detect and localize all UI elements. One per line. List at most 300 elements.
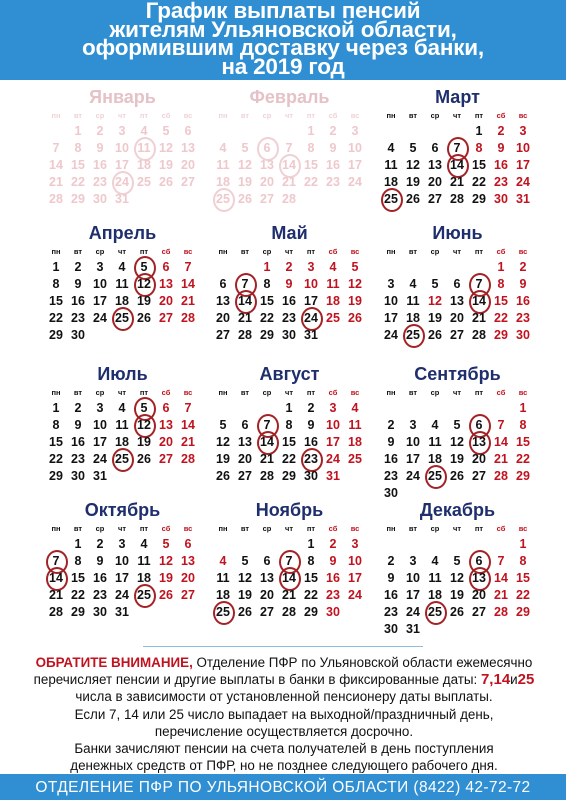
calendar-day: 22	[260, 311, 274, 325]
calendar-day: 2	[307, 401, 315, 415]
payment-day: 14	[468, 293, 490, 310]
calendar-day: 15	[472, 158, 486, 172]
calendar-day: 18	[406, 311, 420, 325]
month-11	[212, 499, 367, 621]
calendar-day: 10	[93, 277, 107, 291]
calendar-day: 1	[307, 537, 315, 551]
calendar-day: 30	[71, 328, 85, 342]
calendar-day: 16	[384, 588, 398, 602]
calendar-day: 18	[326, 294, 340, 308]
weekday-header: пт	[139, 388, 149, 397]
calendar-day: 4	[140, 537, 148, 551]
calendar-day: 20	[428, 175, 442, 189]
calendar-day: 28	[238, 328, 252, 342]
calendar-day: 6	[453, 277, 461, 291]
payment-day: 14	[278, 570, 300, 587]
weekday-header: пт	[306, 388, 316, 397]
month-name: Июнь	[432, 223, 483, 243]
weekday-header: пн	[218, 247, 228, 256]
month-grid	[45, 386, 200, 485]
attention-label: ОБРАТИТЕ ВНИМАНИЕ,	[35, 655, 193, 670]
month-2	[212, 86, 367, 208]
payment-day: 25	[111, 451, 133, 468]
calendar-day: 22	[516, 452, 530, 466]
calendar-day: 9	[96, 141, 104, 155]
weekday-header: ср	[430, 524, 440, 533]
calendar-day: 31	[115, 605, 129, 619]
calendar-day: 15	[516, 571, 530, 585]
weekday-header: пт	[306, 247, 316, 256]
calendar-day: 29	[282, 469, 296, 483]
month-grid	[212, 109, 367, 208]
weekday-header: сб	[328, 247, 338, 256]
empty-cell	[212, 123, 234, 140]
calendar-day: 8	[475, 141, 483, 155]
calendar-day: 15	[49, 435, 63, 449]
calendar-day: 9	[497, 141, 505, 155]
calendar-day: 22	[49, 452, 63, 466]
calendar-day: 16	[93, 158, 107, 172]
calendar-day: 16	[516, 294, 530, 308]
calendar-day: 14	[494, 435, 508, 449]
calendar-day: 13	[260, 158, 274, 172]
calendar-day: 12	[238, 571, 252, 585]
weekday-header: ср	[430, 388, 440, 397]
calendar-day: 21	[181, 294, 195, 308]
calendar-day: 14	[181, 418, 195, 432]
calendar-day: 21	[260, 452, 274, 466]
weekday-header: вс	[183, 388, 193, 397]
calendar-day: 22	[472, 175, 486, 189]
month-10	[45, 499, 200, 621]
calendar-day: 10	[348, 554, 362, 568]
calendar-day: 18	[384, 175, 398, 189]
calendar-day: 12	[159, 141, 173, 155]
calendar-day: 22	[49, 311, 63, 325]
calendar-day: 10	[406, 571, 420, 585]
weekday-header: ср	[262, 111, 272, 120]
calendar-day: 27	[238, 469, 252, 483]
weekday-header: вс	[518, 524, 528, 533]
calendar-day: 3	[96, 401, 104, 415]
weekday-header: пн	[51, 524, 61, 533]
notice-line-5: перечисление осуществляется досрочно.	[154, 723, 414, 739]
calendar-day: 13	[216, 294, 230, 308]
payment-date-14: 14	[493, 671, 511, 689]
calendar-day: 26	[216, 469, 230, 483]
calendar-day: 9	[329, 554, 337, 568]
payment-day: 7	[256, 417, 278, 434]
calendar-day: 3	[96, 260, 104, 274]
calendar-day: 20	[216, 311, 230, 325]
calendar-day: 24	[384, 328, 398, 342]
calendar-day: 11	[216, 571, 230, 585]
calendar-day: 12	[348, 277, 362, 291]
calendar-day: 10	[304, 277, 318, 291]
calendar-day: 2	[387, 418, 395, 432]
calendar-day: 5	[241, 141, 249, 155]
empty-cell	[402, 259, 424, 276]
calendar-day: 28	[181, 452, 195, 466]
footer-contact: ОТДЕЛЕНИЕ ПФР ПО УЛЬЯНОВСКОЙ ОБЛАСТИ (8422) 42-72-72	[0, 774, 566, 800]
weekday-header: пн	[218, 524, 228, 533]
calendar-day: 8	[74, 554, 82, 568]
calendar-day: 26	[238, 605, 252, 619]
calendar-day: 23	[93, 588, 107, 602]
month-6	[380, 222, 535, 344]
calendar-day: 18	[216, 175, 230, 189]
calendar-day: 27	[450, 328, 464, 342]
calendar-day: 21	[49, 175, 63, 189]
calendar-day: 27	[260, 605, 274, 619]
calendar-day: 17	[115, 571, 129, 585]
month-name: Октябрь	[84, 500, 161, 520]
weekday-header: пт	[474, 524, 484, 533]
weekday-header: сб	[496, 247, 506, 256]
payment-day: 12	[133, 276, 155, 293]
calendar-day: 11	[137, 554, 151, 568]
weekday-header: пн	[51, 247, 61, 256]
calendar-day: 1	[52, 401, 60, 415]
empty-cell	[380, 259, 402, 276]
payment-day: 5	[133, 259, 155, 276]
calendar-day: 30	[494, 192, 508, 206]
calendar-day: 8	[307, 554, 315, 568]
calendar-day: 13	[260, 571, 274, 585]
payment-date-25: 25	[517, 671, 535, 689]
month-name: Март	[435, 87, 480, 107]
calendar-day: 26	[406, 192, 420, 206]
calendar-day: 1	[475, 124, 483, 138]
empty-cell	[234, 400, 256, 417]
payment-day: 12	[133, 417, 155, 434]
calendar-day: 8	[74, 141, 82, 155]
calendar-day: 22	[494, 311, 508, 325]
calendar-day: 30	[384, 622, 398, 636]
calendar-day: 2	[96, 124, 104, 138]
calendar-day: 9	[74, 418, 82, 432]
month-grid	[380, 109, 535, 208]
calendar-day: 7	[285, 141, 293, 155]
calendar-day: 11	[406, 294, 420, 308]
calendar-day: 21	[494, 588, 508, 602]
notice-block	[6, 654, 562, 774]
calendar-day: 16	[71, 435, 85, 449]
calendar-day: 23	[326, 175, 340, 189]
empty-cell	[446, 536, 468, 553]
calendar-day: 22	[516, 588, 530, 602]
weekday-header: пн	[386, 111, 396, 120]
calendar-day: 5	[351, 260, 359, 274]
calendar-day: 17	[406, 452, 420, 466]
calendar-day: 19	[428, 311, 442, 325]
weekday-header: ср	[95, 111, 105, 120]
calendar-day: 26	[137, 452, 151, 466]
calendar-day: 27	[260, 192, 274, 206]
calendar-day: 28	[494, 469, 508, 483]
calendar-day: 3	[409, 554, 417, 568]
month-5	[212, 222, 367, 344]
calendar-day: 2	[497, 124, 505, 138]
calendar-day: 16	[384, 452, 398, 466]
calendar-day: 24	[406, 469, 420, 483]
calendar-day: 28	[282, 192, 296, 206]
calendar-day: 11	[326, 277, 340, 291]
weekday-header: вс	[183, 111, 193, 120]
weekday-header: пт	[139, 111, 149, 120]
calendar-day: 27	[159, 311, 173, 325]
empty-cell	[424, 400, 446, 417]
calendar-day: 8	[263, 277, 271, 291]
calendar-day: 7	[497, 554, 505, 568]
calendar-day: 5	[162, 124, 170, 138]
calendar-day: 21	[450, 175, 464, 189]
weekday-header: пн	[386, 247, 396, 256]
weekday-header: пт	[474, 111, 484, 120]
calendar-day: 15	[516, 435, 530, 449]
calendar-day: 17	[93, 435, 107, 449]
weekday-header: чт	[284, 524, 294, 533]
calendar-day: 12	[450, 571, 464, 585]
weekday-header: вт	[240, 388, 250, 397]
calendar-day: 24	[93, 311, 107, 325]
calendar-day: 23	[384, 605, 398, 619]
calendar-day: 11	[115, 277, 129, 291]
month-12	[380, 499, 535, 638]
payment-day: 7	[278, 553, 300, 570]
calendar-day: 19	[450, 452, 464, 466]
month-9	[380, 363, 535, 502]
calendar-day: 3	[351, 124, 359, 138]
month-1	[45, 86, 200, 208]
calendar-day: 18	[137, 571, 151, 585]
calendar-day: 3	[387, 277, 395, 291]
calendar-day: 7	[497, 418, 505, 432]
calendar-day: 11	[428, 435, 442, 449]
calendar-day: 2	[74, 401, 82, 415]
month-grid	[45, 522, 200, 621]
weekday-header: сб	[161, 524, 171, 533]
calendar-day: 15	[71, 571, 85, 585]
calendar-day: 2	[74, 260, 82, 274]
payment-day: 6	[256, 140, 278, 157]
weekday-header: пт	[306, 111, 316, 120]
month-name: Август	[259, 364, 320, 384]
weekday-header: сб	[496, 388, 506, 397]
calendar-day: 21	[282, 588, 296, 602]
empty-cell	[424, 536, 446, 553]
notice-line-1: ОБРАТИТЕ ВНИМАНИЕ, Отделение ПФР по Ульяновской области ежемесячно	[35, 655, 533, 670]
payment-day: 14	[256, 434, 278, 451]
payment-day: 25	[402, 327, 424, 344]
weekday-header: сб	[161, 111, 171, 120]
calendar-day: 10	[384, 294, 398, 308]
weekday-header: вт	[240, 524, 250, 533]
payment-day: 25	[133, 587, 155, 604]
calendar-day: 30	[282, 328, 296, 342]
calendar-day: 29	[49, 469, 63, 483]
empty-cell	[402, 400, 424, 417]
calendar-day: 6	[431, 141, 439, 155]
weekday-header: пн	[386, 388, 396, 397]
calendar-day: 27	[216, 328, 230, 342]
weekday-header: сб	[328, 111, 338, 120]
calendar-day: 10	[348, 141, 362, 155]
calendar-day: 31	[326, 469, 340, 483]
weekday-header: ср	[95, 524, 105, 533]
weekday-header: вт	[408, 247, 418, 256]
month-grid	[45, 245, 200, 344]
calendar-day: 30	[71, 469, 85, 483]
month-7	[45, 363, 200, 485]
calendar-day: 10	[93, 418, 107, 432]
calendar-day: 9	[329, 141, 337, 155]
month-grid	[380, 245, 535, 344]
calendar-day: 22	[282, 452, 296, 466]
calendar-day: 11	[428, 571, 442, 585]
calendar-day: 30	[516, 328, 530, 342]
weekday-header: чт	[452, 111, 462, 120]
calendar-day: 23	[326, 588, 340, 602]
calendar-day: 14	[494, 571, 508, 585]
calendar-day: 23	[516, 311, 530, 325]
weekday-header: вт	[240, 111, 250, 120]
calendar-day: 1	[307, 124, 315, 138]
calendar-day: 17	[304, 294, 318, 308]
weekday-header: вт	[73, 524, 83, 533]
calendar-day: 28	[450, 192, 464, 206]
calendar-day: 20	[159, 294, 173, 308]
payment-day: 14	[278, 157, 300, 174]
weekday-header: чт	[117, 524, 127, 533]
calendar-day: 3	[519, 124, 527, 138]
calendar-day: 21	[181, 435, 195, 449]
month-grid	[212, 245, 367, 344]
calendar-day: 17	[348, 158, 362, 172]
weekday-header: ср	[95, 388, 105, 397]
empty-cell	[278, 123, 300, 140]
calendar-day: 1	[519, 537, 527, 551]
calendar-day: 21	[49, 588, 63, 602]
calendar-day: 20	[472, 588, 486, 602]
weekday-header: вс	[518, 111, 528, 120]
calendar-day: 19	[137, 435, 151, 449]
weekday-header: пт	[139, 247, 149, 256]
calendar-day: 12	[406, 158, 420, 172]
calendar-day: 26	[137, 311, 151, 325]
calendar-day: 20	[238, 452, 252, 466]
weekday-header: пн	[51, 111, 61, 120]
calendar-day: 12	[428, 294, 442, 308]
empty-cell	[424, 259, 446, 276]
weekday-header: сб	[161, 247, 171, 256]
calendar-day: 3	[409, 418, 417, 432]
payment-day: 11	[133, 140, 155, 157]
calendar-day: 9	[96, 554, 104, 568]
weekday-header: ср	[430, 111, 440, 120]
calendar-day: 19	[159, 571, 173, 585]
calendar-day: 13	[181, 141, 195, 155]
calendar-day: 11	[216, 158, 230, 172]
weekday-header: вт	[240, 247, 250, 256]
empty-cell	[234, 123, 256, 140]
calendar-day: 11	[348, 418, 362, 432]
weekday-header: чт	[452, 524, 462, 533]
empty-cell	[446, 400, 468, 417]
payment-day: 25	[424, 468, 446, 485]
month-grid	[380, 386, 535, 502]
weekday-header: вс	[518, 247, 528, 256]
calendar-day: 18	[428, 452, 442, 466]
calendar-day: 16	[326, 571, 340, 585]
calendar-day: 21	[494, 452, 508, 466]
calendar-day: 6	[162, 260, 170, 274]
calendar-day: 7	[184, 260, 192, 274]
calendar-day: 24	[93, 452, 107, 466]
payment-day: 25	[380, 191, 402, 208]
calendar-day: 18	[348, 435, 362, 449]
notice-line-4: Если 7, 14 или 25 число выпадает на выходной/праздничный день,	[74, 706, 494, 722]
calendar-day: 12	[216, 435, 230, 449]
calendar-day: 13	[450, 294, 464, 308]
calendar-day: 4	[219, 554, 227, 568]
empty-cell	[380, 400, 402, 417]
calendar-day: 11	[384, 158, 398, 172]
calendar-day: 19	[216, 452, 230, 466]
calendar-day: 31	[93, 469, 107, 483]
weekday-header: чт	[284, 388, 294, 397]
calendar-day: 16	[494, 158, 508, 172]
calendar-day: 4	[351, 401, 359, 415]
calendar-day: 10	[115, 554, 129, 568]
calendar-day: 16	[326, 158, 340, 172]
divider	[143, 646, 423, 647]
calendar-day: 13	[428, 158, 442, 172]
calendar-day: 28	[49, 605, 63, 619]
calendar-day: 22	[71, 588, 85, 602]
weekday-header: чт	[117, 247, 127, 256]
calendar-day: 6	[184, 537, 192, 551]
payment-day: 5	[133, 400, 155, 417]
calendar-day: 17	[348, 571, 362, 585]
weekday-header: сб	[328, 388, 338, 397]
calendar-day: 4	[431, 554, 439, 568]
weekday-header: вс	[350, 524, 360, 533]
page-title	[0, 0, 566, 79]
month-name: Июль	[97, 364, 148, 384]
title-line-4: на 2019 год	[221, 53, 345, 79]
calendar-day: 19	[137, 294, 151, 308]
month-8	[212, 363, 367, 485]
empty-cell	[424, 123, 446, 140]
empty-cell	[212, 400, 234, 417]
calendar-day: 4	[431, 418, 439, 432]
calendar-day: 23	[384, 469, 398, 483]
calendar-day: 1	[285, 401, 293, 415]
calendar-day: 19	[450, 588, 464, 602]
calendar-day: 1	[52, 260, 60, 274]
calendar-day: 16	[304, 435, 318, 449]
calendar-day: 28	[472, 328, 486, 342]
calendar-day: 22	[71, 175, 85, 189]
month-grid	[212, 386, 367, 485]
weekday-header: ср	[262, 247, 272, 256]
calendar-day: 2	[329, 124, 337, 138]
weekday-header: вс	[518, 388, 528, 397]
calendar-day: 20	[450, 311, 464, 325]
calendar-day: 30	[304, 469, 318, 483]
weekday-header: пн	[218, 388, 228, 397]
